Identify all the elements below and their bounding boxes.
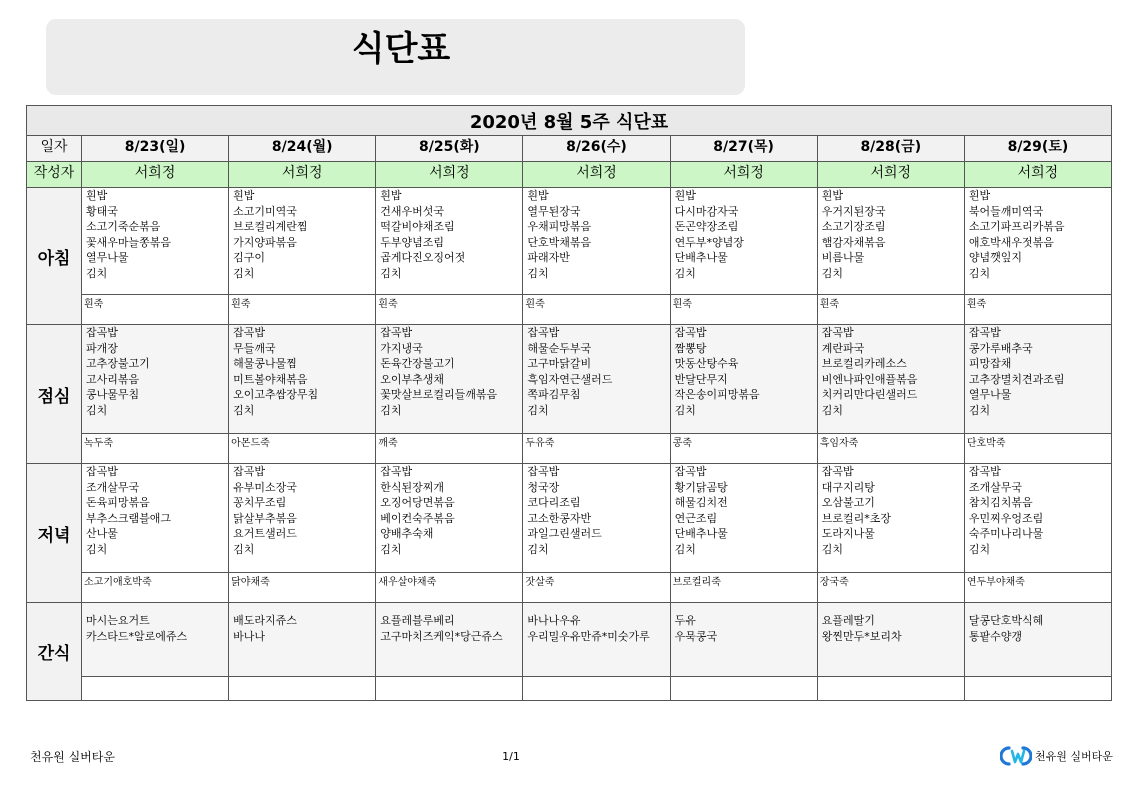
- menu-item: 청국장: [527, 480, 560, 494]
- menu-item: 김치: [674, 266, 696, 280]
- menu-item: 잡곡밥: [380, 465, 413, 478]
- menu-item: 해물김치전: [674, 496, 728, 510]
- menu-item: 잡곡밥: [380, 326, 413, 339]
- menu-item: 브로컬리계란찜: [233, 220, 308, 234]
- menu-cell: [817, 464, 964, 573]
- menu-item: 닭살부추볶음: [233, 511, 297, 525]
- menu-item: 김치: [821, 542, 843, 556]
- page-number: 1/1: [502, 750, 520, 763]
- menu-item: 소고기죽순볶음: [86, 220, 161, 234]
- menu-item: 우리밀우유만쥬*미숫가루: [527, 629, 650, 643]
- porridge-row-dinner: [27, 573, 1112, 603]
- menu-item: 흰밥: [527, 189, 549, 202]
- menu-item: 마시는요거트: [86, 614, 150, 627]
- porridge-item: 브로컬리죽: [672, 577, 721, 588]
- menu-cell: [964, 464, 1111, 573]
- porridge-row-breakfast: [27, 295, 1112, 325]
- porridge-cell: [964, 295, 1111, 325]
- menu-cell: [523, 603, 670, 677]
- porridge-cell: [229, 573, 376, 603]
- porridge-row-snack: [27, 677, 1112, 701]
- menu-item: 해물콩나물찜: [233, 357, 297, 371]
- menu-item: 배도라지쥬스: [233, 614, 297, 627]
- menu-item: 비름나물: [821, 251, 865, 265]
- menu-item: 소고기장조림: [821, 220, 886, 234]
- menu-item: 잡곡밥: [86, 326, 118, 339]
- menu-item: 반달단무지: [674, 372, 728, 386]
- menu-item: 북어들깨미역국: [968, 204, 1044, 218]
- porridge-item: 흰죽: [672, 299, 692, 310]
- porridge-cell: [229, 677, 376, 701]
- menu-item: 달콩단호박식혜: [968, 614, 1044, 627]
- menu-item: 콩가루배추국: [968, 341, 1033, 355]
- menu-item: 계란파국: [821, 341, 865, 355]
- writer-name: 서희정: [817, 162, 964, 188]
- menu-cell: [523, 325, 670, 434]
- porridge-item: 깨죽: [378, 438, 398, 449]
- writer-row: [27, 162, 1112, 188]
- menu-item: 왕찐만두*보리차: [821, 629, 902, 643]
- menu-item: 김치: [86, 542, 108, 556]
- menu-cell: [82, 325, 229, 434]
- menu-item: 가지냉국: [380, 341, 423, 355]
- menu-item: 김치: [233, 542, 255, 556]
- menu-item: 피망잡채: [968, 357, 1012, 371]
- menu-item: 한식된장찌개: [380, 480, 445, 494]
- porridge-cell: [523, 295, 670, 325]
- menu-cell: [82, 464, 229, 573]
- menu-item: 잡곡밥: [233, 326, 266, 339]
- menu-item: 김치: [527, 403, 549, 417]
- menu-cell: [376, 325, 523, 434]
- porridge-cell: [523, 434, 670, 464]
- writer-name: 서희정: [523, 162, 670, 188]
- menu-item: 오이고추쌈장무침: [233, 388, 319, 402]
- porridge-cell: [229, 295, 376, 325]
- menu-item: 잡곡밥: [674, 326, 707, 339]
- menu-item: 고추장멸치견과조림: [968, 372, 1065, 386]
- porridge-item: 흰죽: [819, 299, 840, 310]
- menu-item: 코다리조림: [527, 496, 581, 510]
- menu-item: 두부양념조림: [380, 235, 445, 249]
- menu-item: 콩나물무침: [86, 388, 140, 402]
- meal-label-lunch: 점심: [27, 325, 82, 464]
- menu-item: 흰밥: [380, 189, 402, 202]
- menu-cell: [817, 325, 964, 434]
- menu-item: 잡곡밥: [821, 326, 854, 339]
- menu-item: 바나나우유: [527, 614, 581, 627]
- menu-item: 꽁치무조림: [233, 496, 287, 510]
- menu-item: 우민찌우엉조림: [968, 511, 1044, 525]
- menu-item: 베이컨숙주볶음: [380, 511, 455, 525]
- porridge-cell: [670, 295, 817, 325]
- menu-item: 우거지된장국: [821, 204, 886, 218]
- menu-item: 김치: [380, 403, 402, 417]
- porridge-row-lunch: [27, 434, 1112, 464]
- meal-row-breakfast: [27, 188, 1112, 295]
- writer-name: 서희정: [670, 162, 817, 188]
- porridge-item: 두유죽: [525, 438, 555, 449]
- menu-item: 잡곡밥: [821, 465, 854, 478]
- porridge-item: 아몬드죽: [231, 438, 270, 449]
- menu-item: 잡곡밥: [968, 465, 1001, 478]
- date-label: 일자: [27, 136, 82, 162]
- menu-item: 파래자반: [527, 251, 570, 265]
- menu-item: 오삼불고기: [821, 496, 875, 510]
- menu-item: 김치: [233, 266, 255, 280]
- porridge-cell: [82, 677, 229, 701]
- menu-item: 비엔나파인애플볶음: [821, 372, 918, 386]
- menu-item: 흰밥: [233, 189, 255, 202]
- menu-cell: [670, 325, 817, 434]
- menu-item: 김치: [821, 403, 843, 417]
- menu-item: 단배추나물: [674, 527, 728, 541]
- menu-item: 김치: [527, 266, 549, 280]
- menu-item: 쪽파김무침: [527, 388, 581, 402]
- porridge-cell: [82, 573, 229, 603]
- porridge-item: 녹두죽: [84, 438, 113, 449]
- menu-item: 단배추나물: [674, 251, 728, 265]
- menu-item: 다시마감자국: [674, 204, 739, 218]
- menu-item: 맛동산탕수육: [674, 357, 739, 371]
- menu-item: 애호박새우젓볶음: [968, 235, 1054, 249]
- menu-item: 흰밥: [86, 189, 108, 202]
- menu-item: 고구마치즈케익*당근쥬스: [380, 629, 503, 643]
- menu-cell: [229, 325, 376, 434]
- menu-item: 무들깨국: [233, 341, 276, 355]
- date-header: 8/24(월): [229, 136, 376, 162]
- meal-row-lunch: [27, 325, 1112, 434]
- porridge-item: 흰죽: [525, 299, 545, 310]
- porridge-item: 흰죽: [84, 299, 104, 310]
- porridge-cell: [376, 295, 523, 325]
- menu-item: 미트볼야채볶음: [233, 372, 308, 386]
- menu-item: 참치김치볶음: [968, 496, 1033, 510]
- menu-item: 과일그린샐러드: [527, 527, 602, 541]
- menu-item: 도라지나물: [821, 527, 875, 541]
- menu-item: 우채피망볶음: [527, 220, 592, 234]
- menu-cell: [523, 464, 670, 573]
- menu-item: 부추스크램블애그: [86, 511, 172, 525]
- menu-item: 잡곡밥: [86, 465, 118, 478]
- cwc-logo-icon: [1000, 745, 1032, 767]
- porridge-cell: [82, 295, 229, 325]
- porridge-cell: [817, 295, 964, 325]
- meal-label-snack: 간식: [27, 603, 82, 701]
- writer-name: 서희정: [376, 162, 523, 188]
- menu-item: 떡갈비야채조림: [380, 220, 455, 234]
- menu-cell: [376, 188, 523, 295]
- menu-cell: [670, 603, 817, 677]
- porridge-cell: [964, 573, 1111, 603]
- menu-item: 잡곡밥: [527, 326, 560, 339]
- porridge-cell: [964, 434, 1111, 464]
- menu-cell: [229, 188, 376, 295]
- porridge-cell: [670, 573, 817, 603]
- menu-cell: [229, 603, 376, 677]
- porridge-cell: [229, 434, 376, 464]
- page-title: 식단표: [351, 29, 451, 69]
- date-header: 8/27(목): [670, 136, 817, 162]
- menu-cell: [964, 325, 1111, 434]
- menu-item: 고소한콩자반: [527, 511, 592, 525]
- menu-item: 흰밥: [968, 189, 991, 202]
- menu-item: 김치: [674, 403, 696, 417]
- porridge-item: 장국죽: [819, 577, 849, 588]
- menu-item: 김치: [527, 542, 549, 556]
- menu-item: 흑임자연근샐러드: [527, 372, 613, 386]
- menu-item: 오이부추생채: [380, 372, 445, 386]
- menu-cell: [817, 603, 964, 677]
- menu-item: 꽃새우마늘쫑볶음: [86, 235, 172, 249]
- menu-item: 고구마닭갈비: [527, 357, 592, 371]
- menu-item: 요플레블루베리: [380, 614, 455, 627]
- porridge-cell: [670, 677, 817, 701]
- porridge-item: 흰죽: [231, 299, 251, 310]
- date-header: 8/26(수): [523, 136, 670, 162]
- menu-item: 조개살무국: [968, 480, 1022, 494]
- menu-item: 소고기파프리카볶음: [968, 220, 1065, 234]
- menu-item: 열무된장국: [527, 204, 581, 218]
- menu-item: 브로컬리카레소스: [821, 357, 907, 371]
- menu-item: 요거트샐러드: [233, 527, 297, 541]
- porridge-item: 소고기애호박죽: [84, 577, 152, 588]
- menu-cell: [82, 188, 229, 295]
- menu-item: 김치: [821, 266, 843, 280]
- menu-cell: [523, 188, 670, 295]
- menu-cell: [670, 188, 817, 295]
- menu-cell: [376, 603, 523, 677]
- menu-item: 김치: [380, 266, 402, 280]
- menu-item: 김치: [380, 542, 402, 556]
- writer-label: 작성자: [27, 162, 82, 188]
- menu-item: 황태국: [86, 204, 118, 218]
- menu-item: 열무나물: [86, 251, 129, 265]
- menu-item: 유부미소장국: [233, 480, 297, 494]
- porridge-item: 흑임자죽: [819, 438, 859, 449]
- menu-item: 연두부*양념장: [674, 235, 744, 249]
- menu-item: 파개장: [86, 341, 118, 355]
- menu-item: 김치: [674, 542, 696, 556]
- porridge-item: 연두부야채죽: [966, 577, 1025, 588]
- menu-item: 요플레딸기: [821, 614, 875, 627]
- menu-item: 잡곡밥: [674, 465, 707, 478]
- porridge-item: 새우살야채죽: [378, 577, 437, 588]
- meal-row-dinner: [27, 464, 1112, 573]
- menu-cell: [817, 188, 964, 295]
- menu-item: 숙주미나리나물: [968, 527, 1044, 541]
- menu-item: 우묵콩국: [674, 629, 718, 643]
- meal-row-snack: [27, 603, 1112, 677]
- footer-logo-text: 천유원 실버타운: [1035, 750, 1113, 763]
- menu-item: 흰밥: [674, 189, 696, 202]
- menu-cell: [670, 464, 817, 573]
- meal-label-breakfast: 아침: [27, 188, 82, 325]
- porridge-cell: [817, 573, 964, 603]
- menu-item: 김치: [968, 542, 991, 556]
- menu-item: 흰밥: [821, 189, 843, 202]
- menu-item: 가지양파볶음: [233, 235, 297, 249]
- menu-item: 김치: [968, 403, 991, 417]
- menu-item: 잡곡밥: [968, 326, 1001, 339]
- menu-item: 김구이: [233, 251, 266, 265]
- menu-item: 오징어당면볶음: [380, 496, 455, 510]
- porridge-cell: [376, 573, 523, 603]
- menu-item: 소고기미역국: [233, 204, 297, 218]
- menu-item: 카스타드*알로에쥬스: [86, 629, 188, 643]
- menu-item: 잡곡밥: [527, 465, 560, 478]
- menu-item: 두유: [674, 614, 696, 627]
- menu-item: 양념깻잎지: [968, 251, 1022, 265]
- table-caption: 2020년 8월 5주 식단표: [27, 106, 1112, 136]
- date-header: 8/23(일): [82, 136, 229, 162]
- porridge-cell: [523, 573, 670, 603]
- writer-name: 서희정: [82, 162, 229, 188]
- menu-item: 김치: [86, 403, 108, 417]
- menu-item: 건새우버섯국: [380, 204, 445, 218]
- porridge-cell: [376, 434, 523, 464]
- porridge-item: 흰죽: [966, 299, 987, 310]
- menu-item: 꽃맛살브로컬리들깨볶음: [380, 388, 498, 402]
- menu-item: 돈육간장불고기: [380, 357, 455, 371]
- menu-item: 산나물: [86, 527, 118, 541]
- menu-item: 통팥수양갱: [968, 629, 1022, 643]
- menu-item: 작은송이피망볶음: [674, 388, 760, 402]
- porridge-item: 단호박죽: [966, 438, 1006, 449]
- menu-table: [26, 105, 1112, 701]
- menu-item: 잡곡밥: [233, 465, 266, 478]
- menu-item: 연근조림: [674, 511, 718, 525]
- porridge-item: 잣살죽: [525, 577, 555, 588]
- date-row: [27, 136, 1112, 162]
- date-header: 8/25(화): [376, 136, 523, 162]
- menu-cell: [964, 603, 1111, 677]
- porridge-cell: [82, 434, 229, 464]
- porridge-item: 콩죽: [672, 438, 692, 449]
- menu-cell: [229, 464, 376, 573]
- menu-item: 열무나물: [968, 388, 1012, 402]
- porridge-cell: [817, 434, 964, 464]
- menu-item: 돈육피망볶음: [86, 496, 150, 510]
- menu-item: 바나나: [233, 629, 266, 643]
- writer-name: 서희정: [229, 162, 376, 188]
- menu-item: 황기닭곰탕: [674, 480, 728, 494]
- menu-cell: [376, 464, 523, 573]
- porridge-item: 흰죽: [378, 299, 398, 310]
- porridge-cell: [964, 677, 1111, 701]
- date-header: 8/28(금): [817, 136, 964, 162]
- menu-item: 김치: [233, 403, 255, 417]
- menu-item: 양배추숙채: [380, 527, 434, 541]
- porridge-cell: [523, 677, 670, 701]
- menu-item: 치커리만다린샐러드: [821, 388, 918, 402]
- menu-item: 햄감자채볶음: [821, 235, 886, 249]
- writer-name: 서희정: [964, 162, 1111, 188]
- date-header: 8/29(토): [964, 136, 1111, 162]
- menu-item: 김치: [968, 266, 991, 280]
- meal-label-dinner: 저녁: [27, 464, 82, 603]
- menu-item: 짬뽕탕: [674, 341, 707, 355]
- porridge-cell: [670, 434, 817, 464]
- menu-item: 곱게다진오징어젓: [380, 251, 466, 265]
- menu-cell: [964, 188, 1111, 295]
- porridge-item: 닭야채죽: [231, 577, 270, 588]
- porridge-cell: [817, 677, 964, 701]
- menu-item: 고사리볶음: [86, 372, 140, 386]
- footer-logo: [1000, 745, 1113, 767]
- menu-item: 고추장불고기: [86, 357, 150, 371]
- menu-item: 브로컬리*초장: [821, 511, 891, 525]
- menu-item: 해물순두부국: [527, 341, 592, 355]
- menu-item: 조개살무국: [86, 480, 140, 494]
- menu-item: 김치: [86, 266, 108, 280]
- menu-item: 돈곤약장조림: [674, 220, 739, 234]
- menu-cell: [82, 603, 229, 677]
- menu-item: 대구지리탕: [821, 480, 875, 494]
- menu-item: 단호박채볶음: [527, 235, 592, 249]
- porridge-cell: [376, 677, 523, 701]
- footer-org-name: 천유원 실버타운: [30, 750, 115, 764]
